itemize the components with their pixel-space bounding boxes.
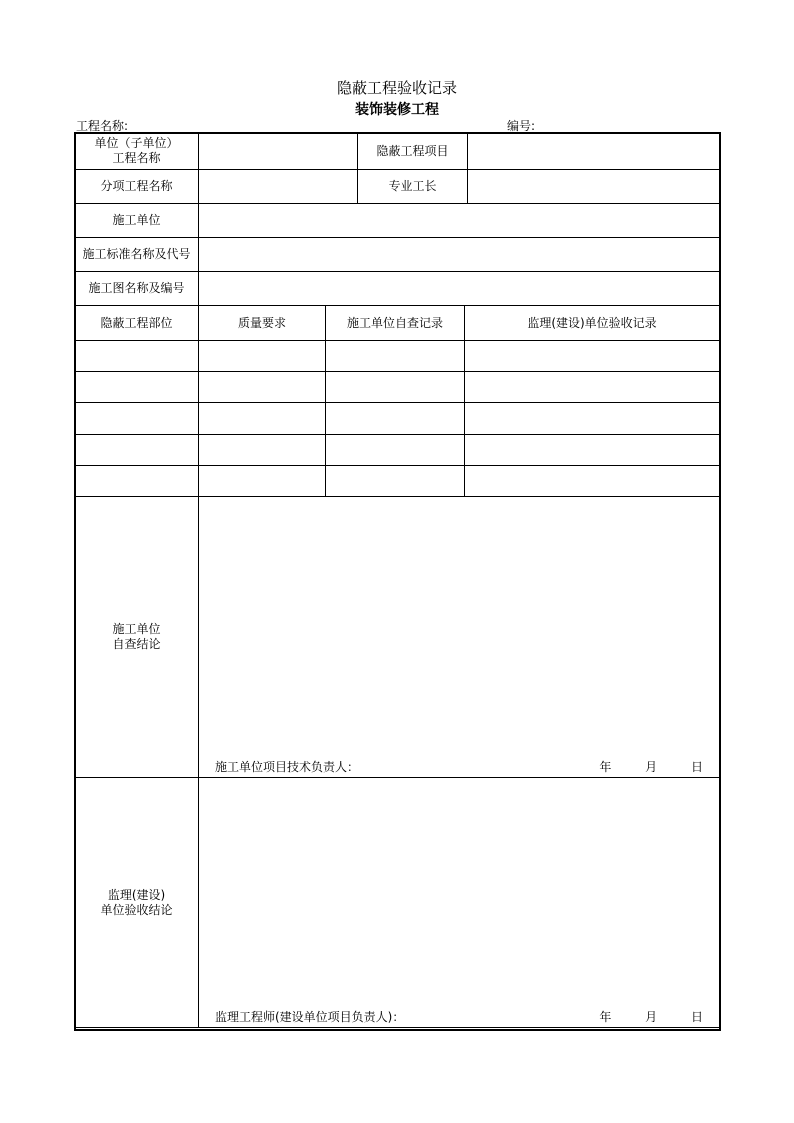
drawing-value[interactable]: [199, 272, 720, 306]
self-check-date: [599, 760, 703, 775]
inspection-form-table: [74, 132, 720, 1028]
table-cell[interactable]: [75, 403, 199, 435]
table-cell[interactable]: [199, 372, 326, 403]
table-cell[interactable]: [75, 466, 199, 497]
acceptance-conclusion[interactable]: [199, 778, 720, 1028]
hidden-project-label: 隐蔽工程项目: [358, 133, 468, 170]
construction-unit-label: 施工单位: [75, 204, 199, 238]
day-label: 日: [691, 1010, 704, 1024]
table-cell[interactable]: [199, 435, 326, 466]
acceptance-label-line2: 单位验收结论: [100, 902, 173, 917]
self-check-label-line1: 施工单位: [112, 622, 161, 636]
col-header-self-check: 施工单位自查记录: [326, 306, 465, 341]
foreman-label: 专业工长: [358, 170, 468, 204]
col-header-quality: 质量要求: [199, 306, 326, 341]
table-cell[interactable]: [465, 372, 720, 403]
self-check-label-line2: 自查结论: [112, 637, 161, 651]
table-cell[interactable]: [75, 372, 199, 403]
table-cell[interactable]: [465, 403, 720, 435]
col-header-acceptance: 监理(建设)单位验收记录: [465, 306, 720, 341]
acceptance-label: [75, 778, 199, 1028]
number-label: 编号:: [507, 119, 536, 133]
col-header-location: 隐蔽工程部位: [75, 306, 199, 341]
table-cell[interactable]: [199, 403, 326, 435]
self-check-label: [75, 497, 199, 778]
table-row: [75, 403, 720, 435]
document-title: 隐蔽工程验收记录: [336, 79, 457, 97]
table-cell[interactable]: [326, 403, 465, 435]
table-cell[interactable]: [326, 466, 465, 497]
standard-value[interactable]: [199, 238, 720, 272]
table-cell[interactable]: [326, 341, 465, 372]
table-cell[interactable]: [199, 341, 326, 372]
table-cell[interactable]: [465, 466, 720, 497]
unit-name-value[interactable]: [199, 133, 358, 170]
year-label: 年: [599, 760, 612, 774]
unit-name-label: [75, 133, 199, 170]
month-label: 月: [645, 760, 658, 774]
subproject-label: 分项工程名称: [75, 170, 199, 204]
table-row: [75, 341, 720, 372]
table-row: [75, 435, 720, 466]
table-row: [75, 466, 720, 497]
project-name-label: 工程名称:: [76, 119, 129, 133]
construction-unit-value[interactable]: [199, 204, 720, 238]
acceptance-date: [599, 1010, 703, 1025]
acceptance-label-line1: 监理(建设): [107, 887, 166, 902]
month-label: 月: [645, 1010, 658, 1024]
table-cell[interactable]: [326, 435, 465, 466]
acceptance-signer-label: 监理工程师(建设单位项目负责人)：: [215, 1010, 405, 1024]
table-cell[interactable]: [326, 372, 465, 403]
table-cell[interactable]: [75, 435, 199, 466]
unit-name-label-line1: 单位（子单位）: [94, 136, 179, 150]
day-label: 日: [691, 760, 704, 774]
standard-label: 施工标准名称及代号: [75, 238, 199, 272]
table-cell[interactable]: [75, 341, 199, 372]
table-row: [75, 372, 720, 403]
hidden-project-value[interactable]: [468, 133, 720, 170]
foreman-value[interactable]: [468, 170, 720, 204]
drawing-label: 施工图名称及编号: [75, 272, 199, 306]
document-subtitle: 装饰装修工程: [355, 102, 439, 118]
self-check-signer-label: 施工单位项目技术负责人：: [215, 760, 360, 774]
self-check-conclusion[interactable]: [199, 497, 720, 778]
unit-name-label-line2: 工程名称: [112, 151, 161, 165]
table-cell[interactable]: [199, 466, 326, 497]
table-cell[interactable]: [465, 435, 720, 466]
year-label: 年: [599, 1010, 612, 1024]
table-cell[interactable]: [465, 341, 720, 372]
subproject-value[interactable]: [199, 170, 358, 204]
